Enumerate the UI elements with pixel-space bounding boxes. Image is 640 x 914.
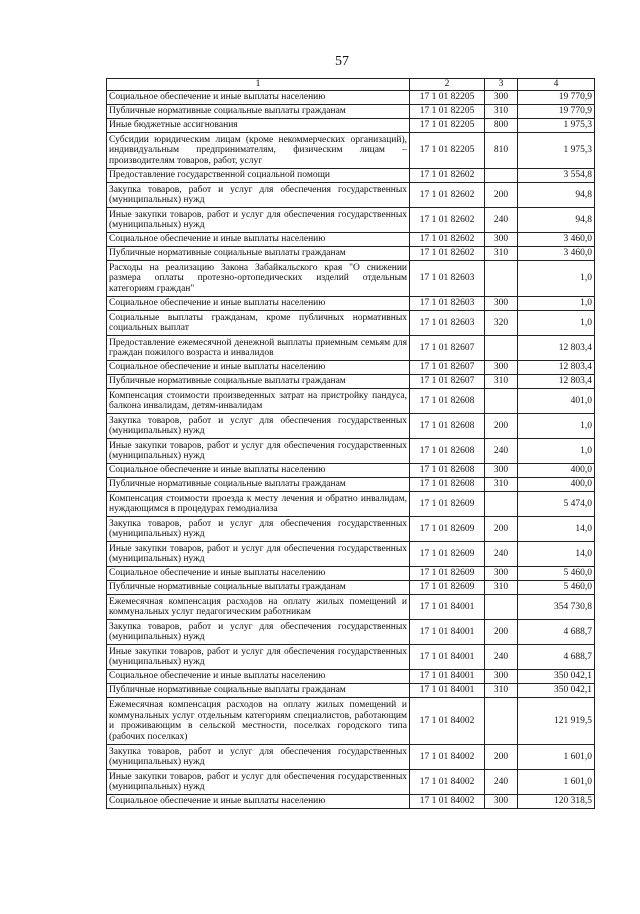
row-type-cell (485, 492, 518, 517)
table-row (107, 91, 595, 105)
row-name-cell: Иные закупки товаров, работ и услуг для обеспечения государственных (муниципальных) нужд (107, 770, 410, 795)
table-header-row (107, 79, 595, 91)
row-sum-cell: 1 975,3 (518, 119, 595, 133)
row-name-cell: Закупка товаров, работ и услуг для обеспечения государственных (муниципальных) нужд (107, 745, 410, 770)
column-header-code: 2 (410, 79, 485, 91)
table-row (107, 581, 595, 595)
row-code-cell: 17 1 01 82607 (410, 375, 485, 389)
table-row (107, 595, 595, 620)
row-sum-cell: 5 460,0 (518, 567, 595, 581)
column-header-type: 3 (485, 79, 518, 91)
row-code-cell: 17 1 01 84002 (410, 770, 485, 795)
row-sum-cell: 5 460,0 (518, 581, 595, 595)
table-row (107, 389, 595, 414)
row-code-cell: 17 1 01 82205 (410, 133, 485, 169)
table-row (107, 795, 595, 809)
row-code-cell: 17 1 01 82602 (410, 169, 485, 183)
row-type-cell (485, 336, 518, 361)
row-type-cell: 300 (485, 795, 518, 809)
table-row (107, 105, 595, 119)
table-row (107, 464, 595, 478)
row-sum-cell: 1,0 (518, 414, 595, 439)
row-code-cell: 17 1 01 82205 (410, 119, 485, 133)
table-row (107, 361, 595, 375)
table-row (107, 414, 595, 439)
row-name-cell: Ежемесячная компенсация расходов на оплату жилых помещений и коммунальных услуг педагогическим работникам (107, 595, 410, 620)
row-sum-cell: 350 042,1 (518, 670, 595, 684)
row-name-cell: Закупка товаров, работ и услуг для обеспечения государственных (муниципальных) нужд (107, 414, 410, 439)
budget-table (106, 78, 595, 809)
table-row (107, 183, 595, 208)
row-name-cell: Публичные нормативные социальные выплаты гражданам (107, 247, 410, 261)
row-sum-cell: 19 770,9 (518, 91, 595, 105)
row-name-cell: Социальные выплаты гражданам, кроме публичных нормативных социальных выплат (107, 311, 410, 336)
row-code-cell: 17 1 01 84002 (410, 698, 485, 745)
row-sum-cell: 3 554,8 (518, 169, 595, 183)
table-row (107, 247, 595, 261)
row-name-cell: Иные закупки товаров, работ и услуг для обеспечения государственных (муниципальных) нужд (107, 542, 410, 567)
row-sum-cell: 3 460,0 (518, 247, 595, 261)
row-code-cell: 17 1 01 84002 (410, 795, 485, 809)
row-type-cell (485, 169, 518, 183)
row-name-cell: Компенсация стоимости проезда к месту лечения и обратно инвалидам, нуждающимся в процедурах гемодиализа (107, 492, 410, 517)
row-sum-cell: 94,8 (518, 183, 595, 208)
row-sum-cell: 12 803,4 (518, 375, 595, 389)
row-name-cell: Иные закупки товаров, работ и услуг для обеспечения государственных (муниципальных) нужд (107, 439, 410, 464)
row-type-cell: 300 (485, 297, 518, 311)
row-name-cell: Предоставление ежемесячной денежной выплаты приемным семьям для граждан пожилого возраста и инвалидов (107, 336, 410, 361)
row-name-cell: Социальное обеспечение и иные выплаты населению (107, 233, 410, 247)
row-name-cell: Социальное обеспечение и иные выплаты населению (107, 297, 410, 311)
row-name-cell: Социальное обеспечение и иные выплаты населению (107, 795, 410, 809)
row-type-cell: 300 (485, 670, 518, 684)
row-name-cell: Публичные нормативные социальные выплаты гражданам (107, 684, 410, 698)
page-number: 57 (335, 54, 349, 69)
table-row (107, 684, 595, 698)
row-sum-cell: 121 919,5 (518, 698, 595, 745)
row-type-cell: 300 (485, 233, 518, 247)
row-code-cell: 17 1 01 84001 (410, 620, 485, 645)
row-sum-cell: 1,0 (518, 261, 595, 297)
row-sum-cell: 1 601,0 (518, 745, 595, 770)
row-code-cell: 17 1 01 82603 (410, 297, 485, 311)
table-row (107, 375, 595, 389)
row-code-cell: 17 1 01 82607 (410, 336, 485, 361)
row-name-cell: Социальное обеспечение и иные выплаты населению (107, 361, 410, 375)
row-name-cell: Закупка товаров, работ и услуг для обеспечения государственных (муниципальных) нужд (107, 183, 410, 208)
row-code-cell: 17 1 01 82205 (410, 105, 485, 119)
row-type-cell: 320 (485, 311, 518, 336)
row-code-cell: 17 1 01 82602 (410, 183, 485, 208)
table-row (107, 492, 595, 517)
table-row (107, 645, 595, 670)
table-row (107, 336, 595, 361)
row-sum-cell: 354 730,8 (518, 595, 595, 620)
row-code-cell: 17 1 01 82603 (410, 311, 485, 336)
row-name-cell: Публичные нормативные социальные выплаты гражданам (107, 478, 410, 492)
row-sum-cell: 14,0 (518, 517, 595, 542)
row-name-cell: Социальное обеспечение и иные выплаты населению (107, 567, 410, 581)
row-code-cell: 17 1 01 84001 (410, 645, 485, 670)
row-code-cell: 17 1 01 84002 (410, 745, 485, 770)
row-sum-cell: 14,0 (518, 542, 595, 567)
row-code-cell: 17 1 01 82607 (410, 361, 485, 375)
row-code-cell: 17 1 01 82602 (410, 233, 485, 247)
row-sum-cell: 1,0 (518, 311, 595, 336)
row-code-cell: 17 1 01 84001 (410, 595, 485, 620)
row-type-cell (485, 389, 518, 414)
row-name-cell: Закупка товаров, работ и услуг для обеспечения государственных (муниципальных) нужд (107, 517, 410, 542)
row-type-cell: 310 (485, 375, 518, 389)
row-type-cell: 300 (485, 91, 518, 105)
row-code-cell: 17 1 01 84001 (410, 684, 485, 698)
row-code-cell: 17 1 01 82205 (410, 91, 485, 105)
row-code-cell: 17 1 01 82602 (410, 208, 485, 233)
column-header-name: 1 (107, 79, 410, 91)
row-code-cell: 17 1 01 82608 (410, 414, 485, 439)
row-type-cell: 800 (485, 119, 518, 133)
row-type-cell: 200 (485, 620, 518, 645)
table-row (107, 133, 595, 169)
row-code-cell: 17 1 01 84001 (410, 670, 485, 684)
row-sum-cell: 12 803,4 (518, 336, 595, 361)
row-type-cell (485, 261, 518, 297)
row-name-cell: Иные закупки товаров, работ и услуг для обеспечения государственных (муниципальных) нужд (107, 208, 410, 233)
row-sum-cell: 1,0 (518, 439, 595, 464)
table-row (107, 297, 595, 311)
row-type-cell: 310 (485, 478, 518, 492)
row-type-cell: 200 (485, 183, 518, 208)
row-name-cell: Компенсация стоимости произведенных затрат на пристройку пандуса, балкона инвалидам, детям-инвалидам (107, 389, 410, 414)
table-row (107, 478, 595, 492)
table-row (107, 517, 595, 542)
row-code-cell: 17 1 01 82609 (410, 542, 485, 567)
row-sum-cell: 400,0 (518, 478, 595, 492)
row-sum-cell: 400,0 (518, 464, 595, 478)
row-type-cell (485, 698, 518, 745)
row-type-cell: 310 (485, 247, 518, 261)
row-name-cell: Закупка товаров, работ и услуг для обеспечения государственных (муниципальных) нужд (107, 620, 410, 645)
row-type-cell: 240 (485, 439, 518, 464)
row-type-cell: 310 (485, 684, 518, 698)
row-name-cell: Социальное обеспечение и иные выплаты населению (107, 670, 410, 684)
table-row (107, 261, 595, 297)
row-type-cell: 240 (485, 645, 518, 670)
row-name-cell: Ежемесячная компенсация расходов на оплату жилых помещений и коммунальных услуг отдельным категориям специалистов, работающим и проживающим в сельской местности, поселках городского типа (рабочих поселках) (107, 698, 410, 745)
row-name-cell: Предоставление государственной социальной помощи (107, 169, 410, 183)
table-row (107, 119, 595, 133)
row-sum-cell: 19 770,9 (518, 105, 595, 119)
row-code-cell: 17 1 01 82608 (410, 389, 485, 414)
table-row (107, 745, 595, 770)
row-sum-cell: 1 975,3 (518, 133, 595, 169)
row-type-cell: 300 (485, 464, 518, 478)
row-name-cell: Социальное обеспечение и иные выплаты населению (107, 464, 410, 478)
row-sum-cell: 5 474,0 (518, 492, 595, 517)
table-body (107, 91, 595, 809)
row-code-cell: 17 1 01 82608 (410, 464, 485, 478)
table-row (107, 311, 595, 336)
row-code-cell: 17 1 01 82609 (410, 567, 485, 581)
table-row (107, 770, 595, 795)
row-name-cell: Субсидии юридическим лицам (кроме некоммерческих организаций), индивидуальным предпринимателям, физическим лицам – производителям товаров, работ, услуг (107, 133, 410, 169)
column-header-sum: 4 (518, 79, 595, 91)
row-name-cell: Публичные нормативные социальные выплаты гражданам (107, 105, 410, 119)
row-sum-cell: 4 688,7 (518, 645, 595, 670)
row-sum-cell: 1,0 (518, 297, 595, 311)
row-type-cell: 200 (485, 517, 518, 542)
row-name-cell: Публичные нормативные социальные выплаты гражданам (107, 375, 410, 389)
row-sum-cell: 94,8 (518, 208, 595, 233)
table-row (107, 542, 595, 567)
table-row (107, 620, 595, 645)
row-sum-cell: 120 318,5 (518, 795, 595, 809)
row-type-cell: 240 (485, 208, 518, 233)
row-code-cell: 17 1 01 82609 (410, 517, 485, 542)
row-sum-cell: 1 601,0 (518, 770, 595, 795)
row-type-cell: 310 (485, 581, 518, 595)
table-row (107, 698, 595, 745)
row-name-cell: Публичные нормативные социальные выплаты гражданам (107, 581, 410, 595)
table-row (107, 169, 595, 183)
row-sum-cell: 350 042,1 (518, 684, 595, 698)
row-code-cell: 17 1 01 82608 (410, 439, 485, 464)
row-type-cell: 240 (485, 770, 518, 795)
row-sum-cell: 12 803,4 (518, 361, 595, 375)
row-code-cell: 17 1 01 82609 (410, 492, 485, 517)
table-row (107, 233, 595, 247)
table-row (107, 208, 595, 233)
table-row (107, 567, 595, 581)
row-sum-cell: 4 688,7 (518, 620, 595, 645)
row-name-cell: Социальное обеспечение и иные выплаты населению (107, 91, 410, 105)
row-name-cell: Иные бюджетные ассигнования (107, 119, 410, 133)
row-type-cell: 310 (485, 105, 518, 119)
row-code-cell: 17 1 01 82608 (410, 478, 485, 492)
row-sum-cell: 401,0 (518, 389, 595, 414)
table-row (107, 670, 595, 684)
row-type-cell: 240 (485, 542, 518, 567)
row-name-cell: Иные закупки товаров, работ и услуг для обеспечения государственных (муниципальных) нужд (107, 645, 410, 670)
row-name-cell: Расходы на реализацию Закона Забайкальского края "О снижении размера оплаты протезно-ортопедических изделий отдельным категориям граждан" (107, 261, 410, 297)
row-type-cell: 300 (485, 567, 518, 581)
row-code-cell: 17 1 01 82602 (410, 247, 485, 261)
table-row (107, 439, 595, 464)
row-type-cell (485, 595, 518, 620)
row-type-cell: 300 (485, 361, 518, 375)
row-code-cell: 17 1 01 82603 (410, 261, 485, 297)
row-type-cell: 200 (485, 745, 518, 770)
row-type-cell: 810 (485, 133, 518, 169)
row-type-cell: 200 (485, 414, 518, 439)
row-sum-cell: 3 460,0 (518, 233, 595, 247)
row-code-cell: 17 1 01 82609 (410, 581, 485, 595)
